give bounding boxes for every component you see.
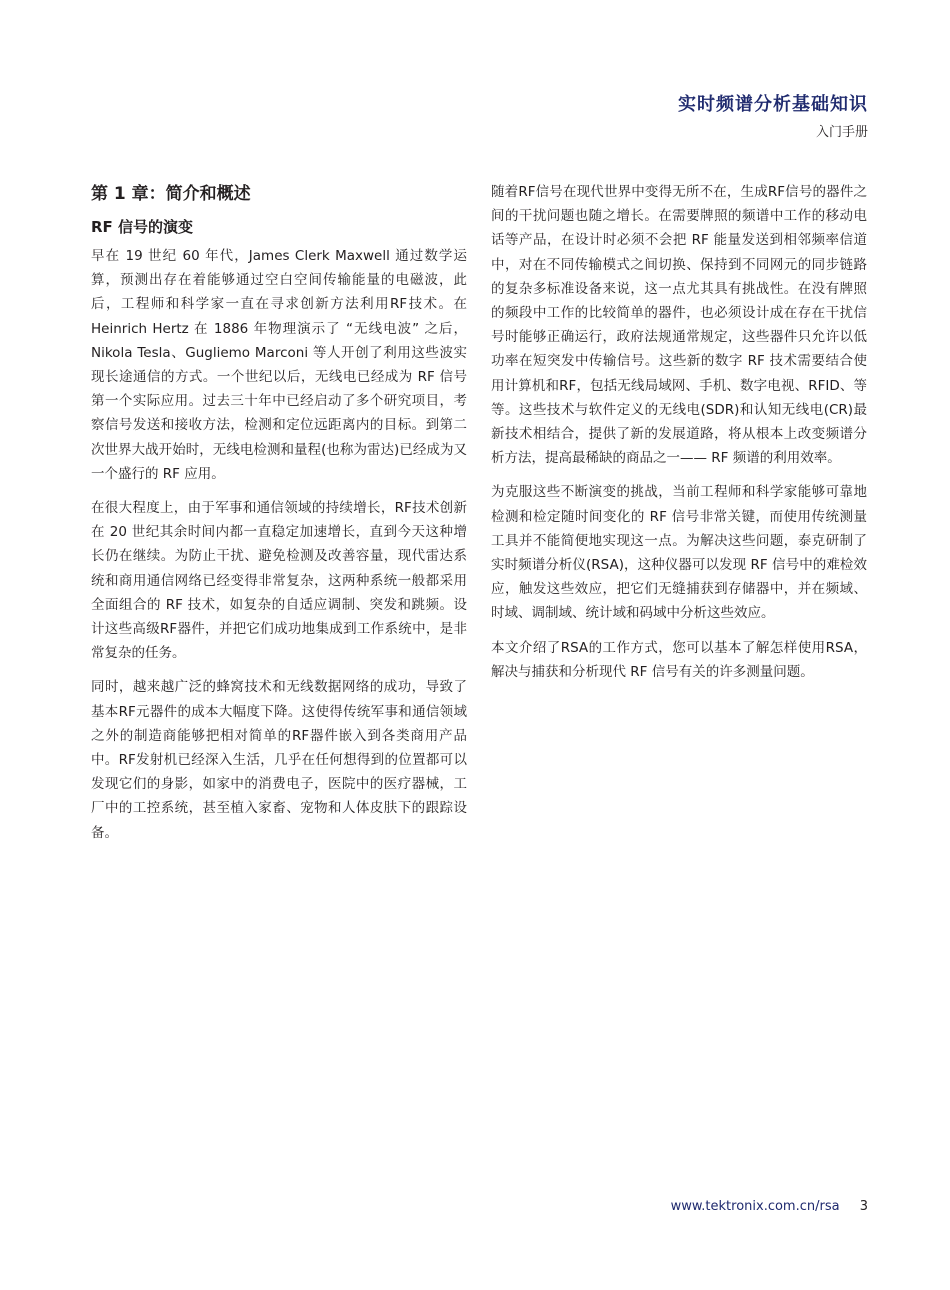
footer-url-link[interactable]: www.tektronix.com.cn/rsa — [670, 1199, 840, 1214]
paragraph: 早在 19 世纪 60 年代，James Clerk Maxwell 通过数学运算，预测出存在着能够通过空白空间传输能量的电磁波，此后，工程师和科学家一直在寻求创新方法利用RF技术。在 Heinrich Hertz 在 1886 年物理演示了 “无线电波” 之后，Nikola Tesla、Gugliemo Marconi 等人开创了利用这些波实现长途通信的方式。一个世纪以后，无线电已经成为 RF 信号第一个实际应用。过去三十年中已经启动了多个研究项目，考察信号发送和接收方法，检测和定位远距离内的目标。到第二次世界大战开始时，无线电检测和量程(也称为雷达)已经成为又一个盛行的 RF 应用。 — [91, 248, 467, 482]
right-column — [491, 180, 867, 694]
page-number: 3 — [859, 1199, 868, 1214]
header-subtitle: 入门手册 — [815, 125, 868, 140]
section-title: RF 信号的演变 — [91, 218, 194, 236]
footer — [671, 1199, 868, 1214]
left-column — [91, 180, 467, 855]
paragraph: 在很大程度上，由于军事和通信领域的持续增长，RF技术创新在 20 世纪其余时间内都一直稳定加速增长，直到今天这种增长仍在继续。为防止干扰、避免检测及改善容量，现代雷达系统和商用通信网络已经变得非常复杂，这两种系统一般都采用全面组合的 RF 技术，如复杂的自适应调制、突发和跳频。设计这些高级RF器件，并把它们成功地集成到工作系统中，是非常复杂的任务。 — [91, 500, 467, 662]
header-title: 实时频谱分析基础知识 — [678, 94, 868, 115]
paragraph: 为克服这些不断演变的挑战，当前工程师和科学家能够可靠地检测和检定随时间变化的 RF 信号非常关键，而使用传统测量工具并不能简便地实现这一点。为解决这些问题，泰克研制了实时频谱分析仪(RSA)，这种仪器可以发现 RF 信号中的难检效应，触发这些效应，把它们无缝捕获到存储器中，并在频域、时域、调制域、统计域和码域中分析这些效应。 — [491, 484, 867, 622]
paragraph: 本文介绍了RSA的工作方式，您可以基本了解怎样使用RSA，解决与捕获和分析现代 RF 信号有关的许多测量问题。 — [491, 639, 867, 680]
chapter-title: 第 1 章：简介和概述 — [91, 184, 251, 204]
paragraph: 同时，越来越广泛的蜂窝技术和无线数据网络的成功，导致了基本RF元器件的成本大幅度下降。这使得传统军事和通信领域之外的制造商能够把相对简单的RF器件嵌入到各类商用产品中。RF发射机已经深入生活，几乎在任何想得到的位置都可以发现它们的身影，如家中的消费电子，医院中的医疗器械，工厂中的工控系统，甚至植入家畜、宠物和人体皮肤下的跟踪设备。 — [91, 679, 467, 841]
paragraph: 随着RF信号在现代世界中变得无所不在，生成RF信号的器件之间的干扰问题也随之增长。在需要牌照的频谱中工作的移动电话等产品，在设计时必须不会把 RF 能量发送到相邻频率信道中，对在不同传输模式之间切换、保持到不同网元的同步链路的复杂多标准设备来说，这一点尤其具有挑战性。在没有牌照的频段中工作的比较简单的器件，也必须设计成在存在干扰信号时能够正确运行，政府法规通常规定，这些器件只允许以低功率在短突发中传输信号。这些新的数字 RF 技术需要结合使用计算机和RF，包括无线局域网、手机、数字电视、RFID、等等。这些技术与软件定义的无线电(SDR)和认知无线电(CR)最新技术相结合，提供了新的发展道路，将从根本上改变频谱分析方法，提高最稀缺的商品之一—— RF 频谱的利用效率。 — [491, 184, 867, 467]
